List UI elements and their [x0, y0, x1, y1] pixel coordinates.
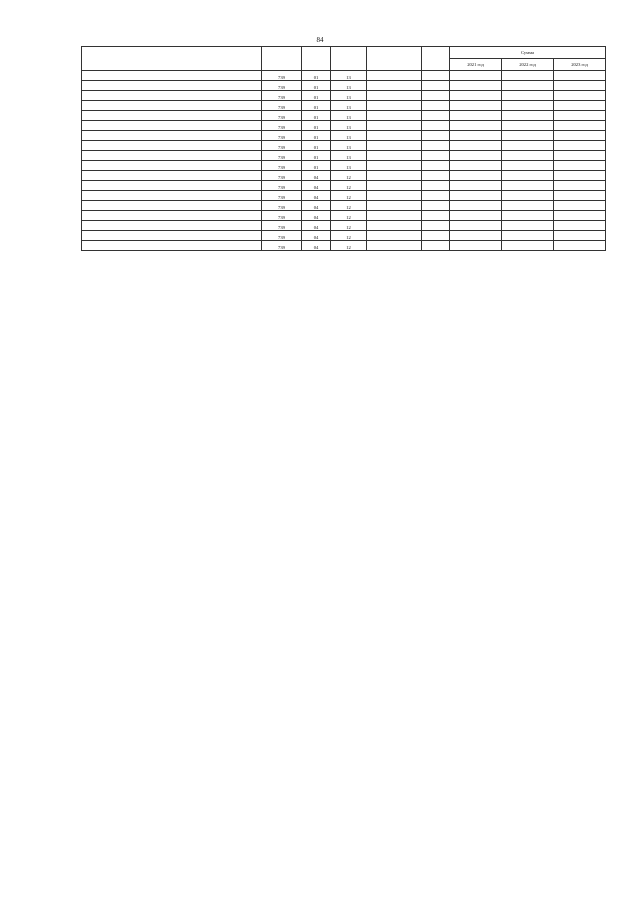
- row-name: [82, 191, 262, 201]
- page-number: 84: [316, 36, 324, 44]
- header-subsection: [331, 47, 367, 71]
- row-expense-type: [422, 91, 450, 101]
- header-year-2023: 2023 год: [554, 59, 606, 71]
- row-ministry-code: 739: [262, 101, 302, 111]
- row-expense-type: [422, 171, 450, 181]
- row-sum-2023: [554, 101, 606, 111]
- row-sum-2023: [554, 241, 606, 251]
- row-name: [82, 161, 262, 171]
- row-subsection-code: 13: [331, 151, 367, 161]
- header-year-2022: 2022 год: [502, 59, 554, 71]
- row-section-code: 04: [302, 221, 331, 231]
- row-sum-2022: [502, 241, 554, 251]
- header-expense-type: [422, 47, 450, 71]
- row-sum-2023: [554, 211, 606, 221]
- row-expense-type: [422, 81, 450, 91]
- row-sum-2022: [502, 201, 554, 211]
- row-sum-2021: [450, 131, 502, 141]
- row-section-code: 04: [302, 201, 331, 211]
- row-ministry-code: 739: [262, 81, 302, 91]
- row-name: [82, 171, 262, 181]
- row-sum-2022: [502, 171, 554, 181]
- table-row: [82, 91, 606, 101]
- header-ministry: [262, 47, 302, 71]
- row-subsection-code: 13: [331, 91, 367, 101]
- row-expense-type: [422, 181, 450, 191]
- row-section-code: 01: [302, 131, 331, 141]
- row-sum-2022: [502, 211, 554, 221]
- row-expense-type: [422, 131, 450, 141]
- row-section-code: 04: [302, 171, 331, 181]
- table-row: [82, 111, 606, 121]
- row-article-code: [367, 181, 422, 191]
- row-sum-2023: [554, 221, 606, 231]
- row-subsection-code: 13: [331, 111, 367, 121]
- table-row: [82, 161, 606, 171]
- row-expense-type: [422, 161, 450, 171]
- row-article-code: [367, 231, 422, 241]
- row-sum-2023: [554, 171, 606, 181]
- row-section-code: 04: [302, 231, 331, 241]
- row-ministry-code: 739: [262, 231, 302, 241]
- row-name: [82, 101, 262, 111]
- row-sum-2021: [450, 201, 502, 211]
- budget-table: [81, 46, 606, 251]
- row-sum-2023: [554, 231, 606, 241]
- row-sum-2023: [554, 201, 606, 211]
- row-subsection-code: 13: [331, 81, 367, 91]
- row-ministry-code: 739: [262, 171, 302, 181]
- row-subsection-code: 12: [331, 241, 367, 251]
- row-sum-2022: [502, 101, 554, 111]
- row-sum-2021: [450, 111, 502, 121]
- row-section-code: 01: [302, 81, 331, 91]
- row-expense-type: [422, 121, 450, 131]
- row-section-code: 04: [302, 191, 331, 201]
- row-ministry-code: 739: [262, 241, 302, 251]
- row-ministry-code: 739: [262, 201, 302, 211]
- row-sum-2021: [450, 121, 502, 131]
- row-name: [82, 201, 262, 211]
- row-sum-2022: [502, 81, 554, 91]
- row-article-code: [367, 91, 422, 101]
- row-article-code: [367, 81, 422, 91]
- row-article-code: [367, 101, 422, 111]
- row-sum-2023: [554, 121, 606, 131]
- row-ministry-code: 739: [262, 211, 302, 221]
- row-sum-2022: [502, 161, 554, 171]
- row-section-code: 01: [302, 161, 331, 171]
- row-sum-2021: [450, 81, 502, 91]
- row-sum-2021: [450, 221, 502, 231]
- row-article-code: [367, 161, 422, 171]
- row-sum-2022: [502, 141, 554, 151]
- row-subsection-code: 12: [331, 221, 367, 231]
- row-sum-2023: [554, 141, 606, 151]
- row-expense-type: [422, 101, 450, 111]
- row-sum-2023: [554, 81, 606, 91]
- header-section: [302, 47, 331, 71]
- row-section-code: 01: [302, 121, 331, 131]
- row-sum-2021: [450, 231, 502, 241]
- table-row: [82, 241, 606, 251]
- table-row: [82, 81, 606, 91]
- row-subsection-code: 12: [331, 171, 367, 181]
- row-sum-2021: [450, 241, 502, 251]
- header-sum: Сумма: [450, 47, 606, 59]
- row-subsection-code: 13: [331, 71, 367, 81]
- row-sum-2021: [450, 161, 502, 171]
- row-section-code: 01: [302, 151, 331, 161]
- row-ministry-code: 739: [262, 161, 302, 171]
- row-sum-2021: [450, 141, 502, 151]
- row-name: [82, 181, 262, 191]
- row-sum-2023: [554, 91, 606, 101]
- row-subsection-code: 13: [331, 121, 367, 131]
- row-section-code: 04: [302, 181, 331, 191]
- row-name: [82, 121, 262, 131]
- row-ministry-code: 739: [262, 221, 302, 231]
- row-name: [82, 141, 262, 151]
- row-sum-2022: [502, 181, 554, 191]
- row-sum-2022: [502, 191, 554, 201]
- table-row: [82, 231, 606, 241]
- row-section-code: 01: [302, 91, 331, 101]
- row-sum-2021: [450, 191, 502, 201]
- row-subsection-code: 13: [331, 101, 367, 111]
- table-row: [82, 201, 606, 211]
- row-name: [82, 211, 262, 221]
- row-name: [82, 111, 262, 121]
- row-expense-type: [422, 231, 450, 241]
- row-expense-type: [422, 201, 450, 211]
- row-subsection-code: 13: [331, 161, 367, 171]
- row-article-code: [367, 191, 422, 201]
- row-sum-2021: [450, 71, 502, 81]
- row-subsection-code: 12: [331, 231, 367, 241]
- row-sum-2022: [502, 131, 554, 141]
- row-expense-type: [422, 221, 450, 231]
- row-expense-type: [422, 211, 450, 221]
- table-row: [82, 101, 606, 111]
- row-sum-2021: [450, 181, 502, 191]
- row-name: [82, 231, 262, 241]
- table-row: [82, 181, 606, 191]
- row-sum-2021: [450, 171, 502, 181]
- row-ministry-code: 739: [262, 131, 302, 141]
- row-ministry-code: 739: [262, 181, 302, 191]
- row-subsection-code: 12: [331, 181, 367, 191]
- row-sum-2021: [450, 91, 502, 101]
- row-name: [82, 221, 262, 231]
- row-subsection-code: 12: [331, 191, 367, 201]
- row-subsection-code: 12: [331, 201, 367, 211]
- header-name: [82, 47, 262, 71]
- row-article-code: [367, 131, 422, 141]
- table-row: [82, 121, 606, 131]
- table-row: [82, 191, 606, 201]
- row-subsection-code: 12: [331, 211, 367, 221]
- table-header: [82, 47, 606, 71]
- row-sum-2023: [554, 161, 606, 171]
- row-section-code: 01: [302, 141, 331, 151]
- row-subsection-code: 13: [331, 131, 367, 141]
- row-article-code: [367, 211, 422, 221]
- row-name: [82, 81, 262, 91]
- row-article-code: [367, 171, 422, 181]
- row-ministry-code: 739: [262, 91, 302, 101]
- row-sum-2023: [554, 151, 606, 161]
- row-sum-2023: [554, 191, 606, 201]
- table-row: [82, 221, 606, 231]
- row-sum-2023: [554, 131, 606, 141]
- row-article-code: [367, 151, 422, 161]
- table-row: [82, 71, 606, 81]
- row-sum-2023: [554, 71, 606, 81]
- row-sum-2022: [502, 111, 554, 121]
- row-name: [82, 151, 262, 161]
- row-sum-2021: [450, 101, 502, 111]
- row-ministry-code: 739: [262, 151, 302, 161]
- row-expense-type: [422, 141, 450, 151]
- row-section-code: 01: [302, 101, 331, 111]
- row-article-code: [367, 201, 422, 211]
- row-ministry-code: 739: [262, 141, 302, 151]
- row-article-code: [367, 71, 422, 81]
- row-expense-type: [422, 191, 450, 201]
- row-section-code: 01: [302, 71, 331, 81]
- row-sum-2023: [554, 181, 606, 191]
- row-expense-type: [422, 111, 450, 121]
- row-expense-type: [422, 151, 450, 161]
- table-body: [82, 71, 606, 251]
- row-sum-2022: [502, 121, 554, 131]
- row-sum-2022: [502, 151, 554, 161]
- row-article-code: [367, 221, 422, 231]
- row-article-code: [367, 111, 422, 121]
- row-section-code: 04: [302, 211, 331, 221]
- row-ministry-code: 739: [262, 71, 302, 81]
- header-article: [367, 47, 422, 71]
- table-row: [82, 171, 606, 181]
- row-sum-2021: [450, 211, 502, 221]
- row-section-code: 04: [302, 241, 331, 251]
- row-ministry-code: 739: [262, 111, 302, 121]
- row-sum-2022: [502, 221, 554, 231]
- row-sum-2021: [450, 151, 502, 161]
- row-article-code: [367, 141, 422, 151]
- row-name: [82, 91, 262, 101]
- row-name: [82, 131, 262, 141]
- header-year-2021: 2021 год: [450, 59, 502, 71]
- row-subsection-code: 13: [331, 141, 367, 151]
- row-expense-type: [422, 71, 450, 81]
- table-row: [82, 211, 606, 221]
- table-row: [82, 141, 606, 151]
- row-section-code: 01: [302, 111, 331, 121]
- row-sum-2022: [502, 231, 554, 241]
- row-ministry-code: 739: [262, 191, 302, 201]
- row-expense-type: [422, 241, 450, 251]
- row-sum-2022: [502, 91, 554, 101]
- row-article-code: [367, 121, 422, 131]
- row-name: [82, 71, 262, 81]
- row-sum-2023: [554, 111, 606, 121]
- row-sum-2022: [502, 71, 554, 81]
- row-name: [82, 241, 262, 251]
- table-row: [82, 151, 606, 161]
- row-article-code: [367, 241, 422, 251]
- row-ministry-code: 739: [262, 121, 302, 131]
- table-row: [82, 131, 606, 141]
